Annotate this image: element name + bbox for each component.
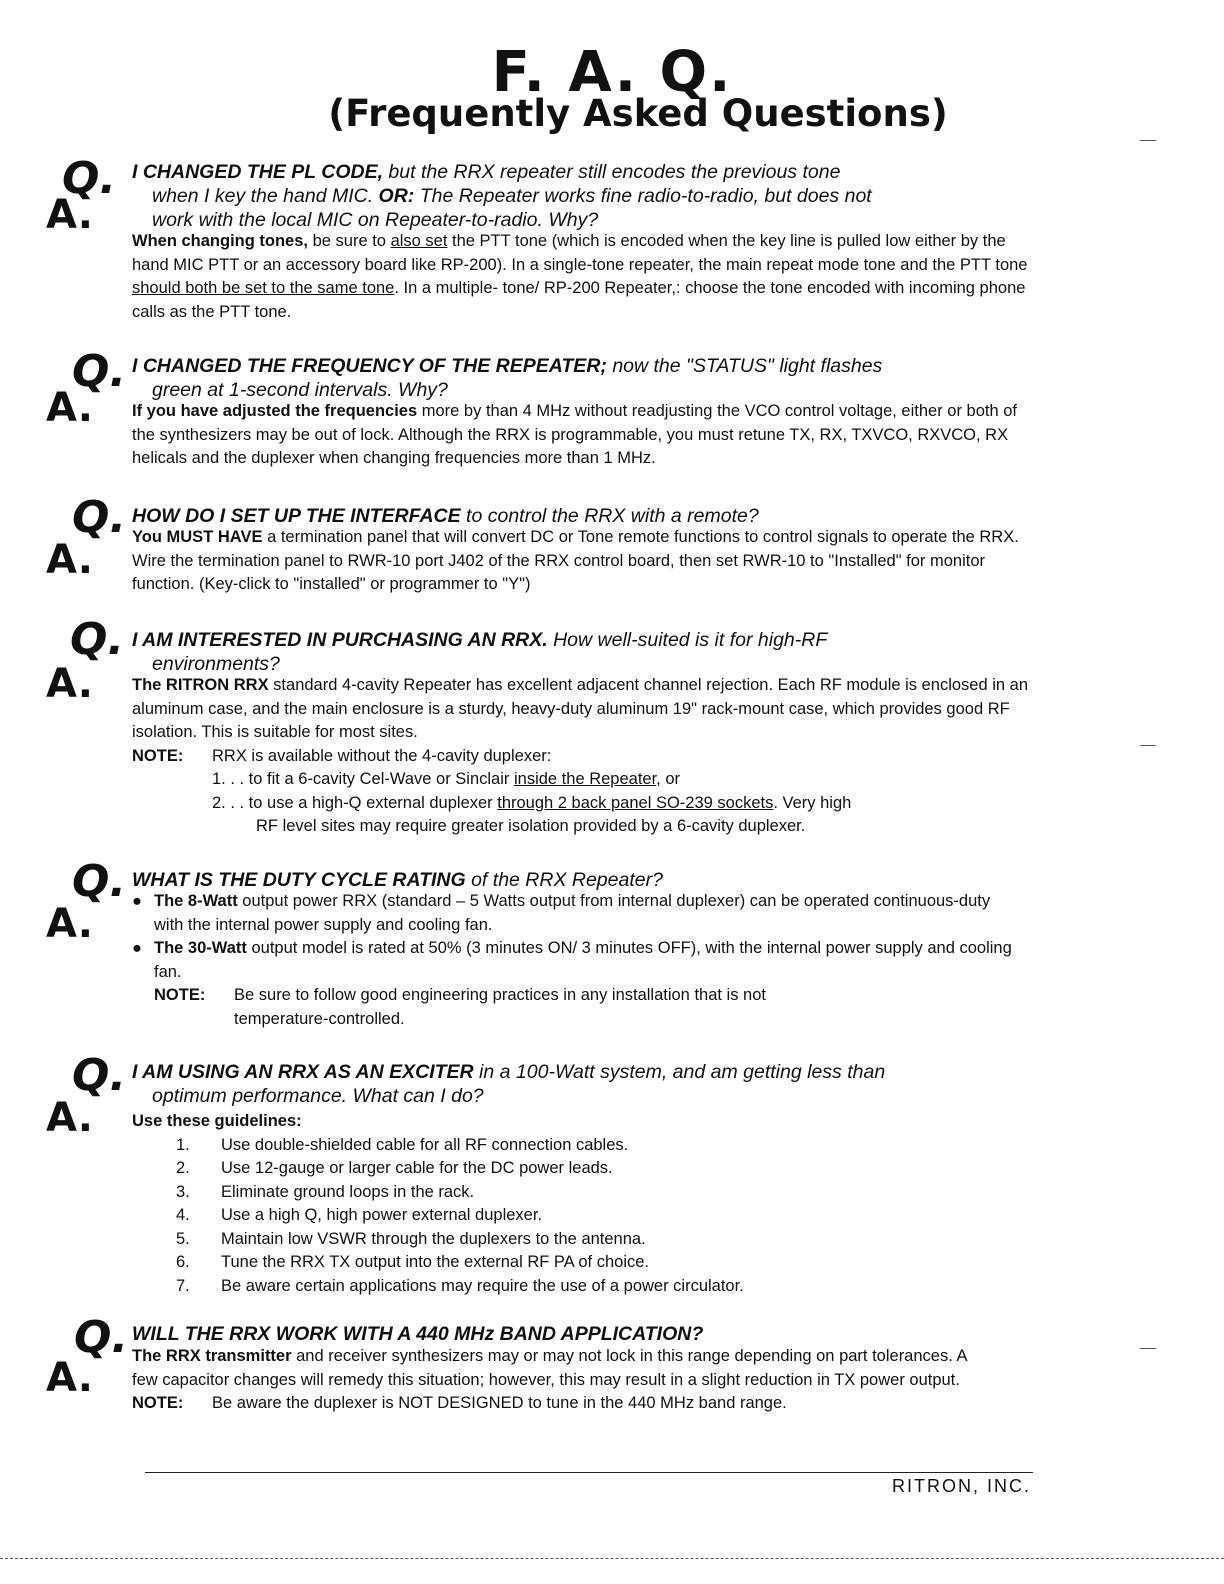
guideline-list [132, 1134, 1032, 1299]
answer-6 [132, 1110, 1032, 1298]
answer-heading: The 8-Watt [154, 892, 238, 910]
list-item: 1. Use double-shielded cable for all RF connection cables. [176, 1135, 629, 1154]
answer-underline: inside the Repeater [513, 770, 657, 788]
q-marker: Q. [62, 153, 117, 204]
question-text: How well-suited is it for high-RF [547, 629, 828, 651]
question-text: of the RRX Repeater? [465, 869, 663, 891]
question-heading: I AM INTERESTED IN PURCHASING AN RRX. [132, 629, 548, 651]
question-line: optimum performance. What can I do? [152, 1085, 484, 1107]
question-heading: WHAT IS THE DUTY CYCLE RATING [132, 869, 466, 891]
question-heading: I CHANGED THE FREQUENCY OF THE REPEATER; [132, 355, 607, 377]
answer-text: output model is rated at 50% (3 minutes ON/ 3 minutes OFF), with the internal power supply and cooling fan. [154, 939, 1012, 981]
question-6 [132, 1060, 1042, 1108]
question-heading: HOW DO I SET UP THE INTERFACE [132, 505, 461, 527]
note [132, 984, 1012, 1031]
question-heading: WILL THE RRX WORK WITH A 440 MHz BAND APPLICATION? [132, 1323, 704, 1345]
question-heading: I AM USING AN RRX AS AN EXCITER [132, 1061, 474, 1083]
a-marker: A. [46, 661, 93, 707]
answer-heading: The 30-Watt [154, 939, 247, 957]
answer-heading: The RRX transmitter [132, 1347, 292, 1365]
question-text: The Repeater works fine radio-to-radio, but does not [414, 185, 872, 207]
list-item: 1. . . to fit a 6-cavity Cel-Wave or Sinclair inside the Repeater, or [212, 770, 681, 788]
answer-4 [132, 674, 1032, 839]
footer-company: RITRON, INC. [892, 1476, 1031, 1496]
answer-text: and receiver synthesizers may or may not lock in this range depending on part tolerances. A few capacitor changes will remedy this situation; however, this may result in a slight reduction in TX power output. [132, 1347, 967, 1389]
question-line: green at 1-second intervals. Why? [152, 379, 448, 401]
q-marker: Q. [72, 492, 127, 543]
question-line: work with the local MIC on Repeater-to-radio. Why? [152, 209, 599, 231]
note [132, 745, 1032, 769]
note-text: RRX is available without the 4-cavity duplexer: [212, 746, 552, 765]
a-marker: A. [46, 1355, 93, 1401]
answer-1 [132, 230, 1032, 324]
question-or: OR: [378, 185, 415, 207]
list-item: 2. . . to use a high-Q external duplexer through 2 back panel SO-239 sockets. Very high [212, 793, 852, 812]
question-3 [132, 504, 1032, 528]
question-4 [132, 628, 1032, 676]
answer-heading: When changing tones, [132, 232, 308, 250]
q-marker: Q. [70, 614, 125, 665]
scan-mark [1140, 1348, 1156, 1349]
option-list [132, 768, 1032, 839]
answer-heading: You MUST HAVE [132, 528, 263, 546]
question-5 [132, 868, 1032, 892]
list-item: 7. Be aware certain applications may require the use of a power circulator. [176, 1276, 744, 1295]
note-label: NOTE: [132, 1394, 184, 1412]
q-marker: Q. [72, 856, 127, 907]
scan-mark [1140, 140, 1156, 141]
question-2 [132, 354, 1032, 402]
answer-text: standard 4-cavity Repeater has excellent adjacent channel rejection. Each RF module is enclosed in an aluminum case, and the main enclosure is a sturdy, heavy-duty aluminum 19" rack-mount case, which provides good RF isolation. This is suitable for most sites. [132, 676, 1029, 741]
answer-text: a termination panel that will convert DC or Tone remote functions to control signals to operate the RRX. Wire the termination panel to RWR-10 port J402 of the RRX control board, then set RWR-10 to "Installed" for monitor function. (Key-click to "installed" or programmer to "Y") [132, 528, 1019, 593]
answer-underline: through 2 back panel SO-239 sockets [497, 793, 774, 812]
scan-edge-line [0, 1558, 1224, 1559]
question-text: when I key the hand MIC. [152, 185, 379, 207]
answer-heading: If you have adjusted the frequencies [132, 402, 418, 420]
list-item: 6. Tune the RRX TX output into the external RF PA of choice. [176, 1253, 650, 1271]
page-title: F. A. Q. [491, 40, 733, 105]
q-marker: Q. [74, 1312, 129, 1363]
answer-underline: also set [390, 232, 448, 250]
answer-7 [132, 1345, 992, 1416]
answer-text: the PTT tone (which is encoded when the key line is pulled low either by the hand MIC PTT or an accessory board like RP-200). In a single-tone repeater, the main repeat mode tone and the PTT tone [132, 232, 1028, 274]
list-item-continued: RF level sites may require greater isolation provided by a 6-cavity duplexer. [256, 817, 806, 835]
question-text: to control the RRX with a remote? [460, 505, 759, 527]
answer-heading: The RITRON RRX [132, 676, 269, 694]
note-text: Be aware the duplexer is NOT DESIGNED to tune in the 440 MHz band range. [212, 1394, 787, 1412]
footer-divider [145, 1472, 1033, 1473]
answer-text: be sure to [308, 232, 391, 250]
bullet-icon: ● [132, 939, 142, 957]
bullet-item [132, 890, 1012, 937]
a-marker: A. [46, 901, 93, 947]
a-marker: A. [46, 537, 93, 583]
question-text: but the RRX repeater still encodes the previous tone [383, 161, 841, 183]
page-subtitle: (Frequently Asked Questions) [328, 92, 948, 135]
question-heading: I CHANGED THE PL CODE, [132, 161, 383, 183]
note [132, 1392, 992, 1416]
note-label: NOTE: [154, 986, 206, 1004]
answer-text: more by than 4 MHz without readjusting the VCO control voltage, either or both of the synthesizers may be out of lock. Although the RRX is programmable, you must retune TX, RX, TXVCO, RXVCO, RX helicals and the duplexer when changing frequencies more than 1 MHz. [132, 402, 1017, 467]
answer-5 [132, 890, 1012, 1031]
question-7 [132, 1322, 1032, 1346]
question-line [132, 184, 1032, 208]
list-item: 3. Eliminate ground loops in the rack. [176, 1182, 475, 1201]
list-item: 5. Maintain low VSWR through the duplexers to the antenna. [176, 1229, 646, 1248]
scan-mark [1140, 745, 1156, 746]
a-marker: A. [46, 192, 93, 238]
question-text: in a 100-Watt system, and am getting less than [473, 1061, 886, 1083]
answer-text: . In a multiple- tone/ RP-200 Repeater,: choose the tone encoded with incoming phone calls as the PTT tone. [132, 279, 1026, 321]
q-marker: Q. [72, 1050, 127, 1101]
note-label: NOTE: [132, 746, 184, 765]
answer-text: output power RRX (standard – 5 Watts output from internal duplexer) can be operated continuous-duty with the internal power supply and cooling fan. [154, 892, 991, 934]
answer-underline: should both be set to the same tone [132, 279, 395, 297]
bullet-item [132, 937, 1012, 984]
a-marker: A. [46, 385, 93, 431]
answer-3 [132, 526, 1032, 597]
question-1 [132, 160, 1032, 232]
list-item: 2. Use 12-gauge or larger cable for the DC power leads. [176, 1159, 613, 1177]
note-text: Be sure to follow good engineering practices in any installation that is not temperature-controlled. [234, 986, 766, 1028]
question-text: now the "STATUS" light flashes [606, 355, 883, 377]
answer-heading: Use these guidelines: [132, 1112, 302, 1130]
list-item: 4. Use a high Q, high power external duplexer. [176, 1206, 543, 1224]
question-line: environments? [152, 653, 280, 675]
q-marker: Q. [72, 346, 127, 397]
bullet-icon: ● [132, 892, 142, 910]
a-marker: A. [46, 1095, 93, 1141]
answer-2 [132, 400, 1032, 471]
